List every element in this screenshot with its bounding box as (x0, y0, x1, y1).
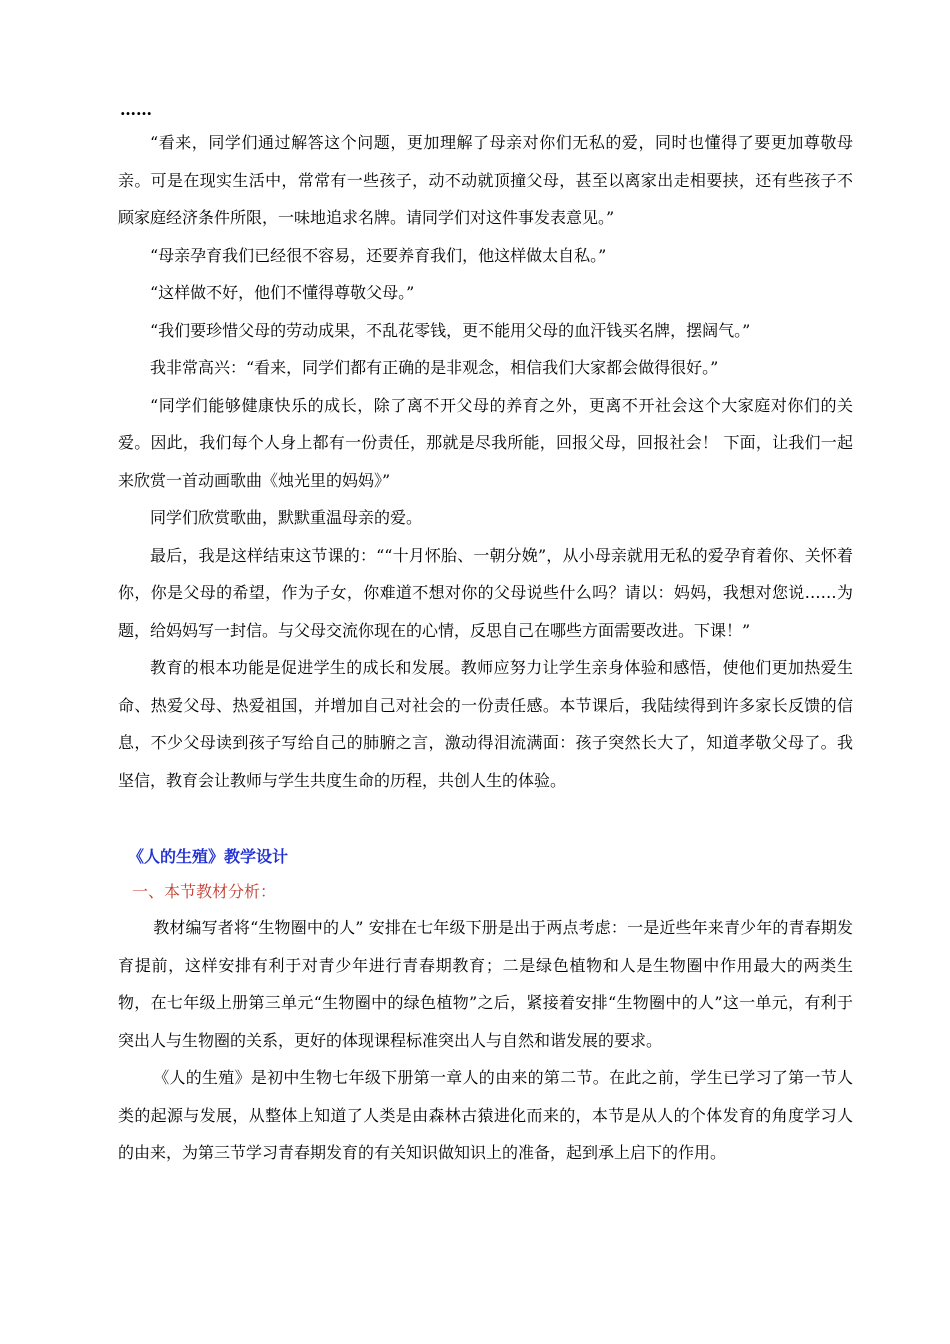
paragraph-reflection: 教育的根本功能是促进学生的成长和发展。教师应努力让学生亲身体验和感悟，使他们更加热爱生命、热爱父母、热爱祖国，并增加自己对社会的一份责任感。本节课后，我陆续得到许多家长反馈的信息，不少父母读到孩子写给自己的肺腑之言，激动得泪流满面：孩子突然长大了，知道孝敬父母了。我坚信，教育会让教师与学生共度生命的历程，共创人生的体验。 (118, 658, 853, 790)
section-spacer (118, 799, 853, 839)
paragraph-lesson-ending: 最后，我是这样结束这节课的：““十月怀胎、一朝分娩”，从小母亲就用无私的爱孕育着你、关怀着你，你是父母的希望，作为子女，你难道不想对你的父母说些什么吗？请以：妈妈，我想对您说……为题，给妈妈写一封信。与父母交流你现在的心情，反思自己在哪些方面需要改进。下课！” (118, 545, 853, 640)
ellipsis-marker: …… (120, 100, 152, 119)
document-body (118, 96, 853, 1172)
paragraph-teacher-response: 我非常高兴：“看来，同学们都有正确的是非观念，相信我们大家都会做得很好。” (150, 358, 719, 377)
section-title: 《人的生殖》教学设计 (128, 847, 289, 866)
paragraph-teacher-question: “看来，同学们通过解答这个问题，更加理解了母亲对你们无私的爱，同时也懂得了要更加尊敬母亲。可是在现实生活中，常常有一些孩子，动不动就顶撞父母，甚至以离家出走相要挟，还有些孩子不顾家庭经济条件所限，一味地追求名牌。请同学们对这件事发表意见。” (118, 133, 853, 227)
paragraph-student-answer-2: “这样做不好，他们不懂得尊敬父母。” (150, 283, 415, 302)
paragraph-students-listen: 同学们欣赏歌曲，默默重温母亲的爱。 (150, 508, 423, 527)
section-subtitle: 一、本节教材分析： (132, 882, 277, 901)
paragraph-teacher-song-intro: “同学们能够健康快乐的成长，除了离不开父母的养育之外，更离不开社会这个大家庭对你们的关爱。因此，我们每个人身上都有一份责任，那就是尽我所能，回报父母，回报社会！ 下面，让我们一起来欣赏一首动画歌曲《烛光里的妈妈》” (118, 395, 853, 490)
paragraph-textbook-analysis-1: 教材编写者将“生物圈中的人” 安排在七年级下册是出于两点考虑：一是近些年来青少年的青春期发育提前，这样安排有利于对青少年进行青春期教育；二是绿色植物和人是生物圈中作用最大的两类生物，在七年级上册第三单元“生物圈中的绿色植物”之后，紧接着安排“生物圈中的人”这一单元，有利于突出人与生物圈的关系，更好的体现课程标准突出人与自然和谐发展的要求。 (118, 918, 853, 1050)
paragraph-textbook-analysis-2: 《人的生殖》是初中生物七年级下册第一章人的由来的第二节。在此之前，学生已学习了第一节人类的起源与发展，从整体上知道了人类是由森林古猿进化而来的，本节是从人的个体发育的角度学习人的由来，为第三节学习青春期发育的有关知识做知识上的准备，起到承上启下的作用。 (118, 1068, 853, 1162)
paragraph-student-answer-3: “我们要珍惜父母的劳动成果，不乱花零钱，更不能用父母的血汗钱买名牌，摆阔气。” (150, 320, 751, 340)
paragraph-student-answer-1: “母亲孕育我们已经很不容易，还要养育我们，他这样做太自私。” (150, 245, 607, 265)
